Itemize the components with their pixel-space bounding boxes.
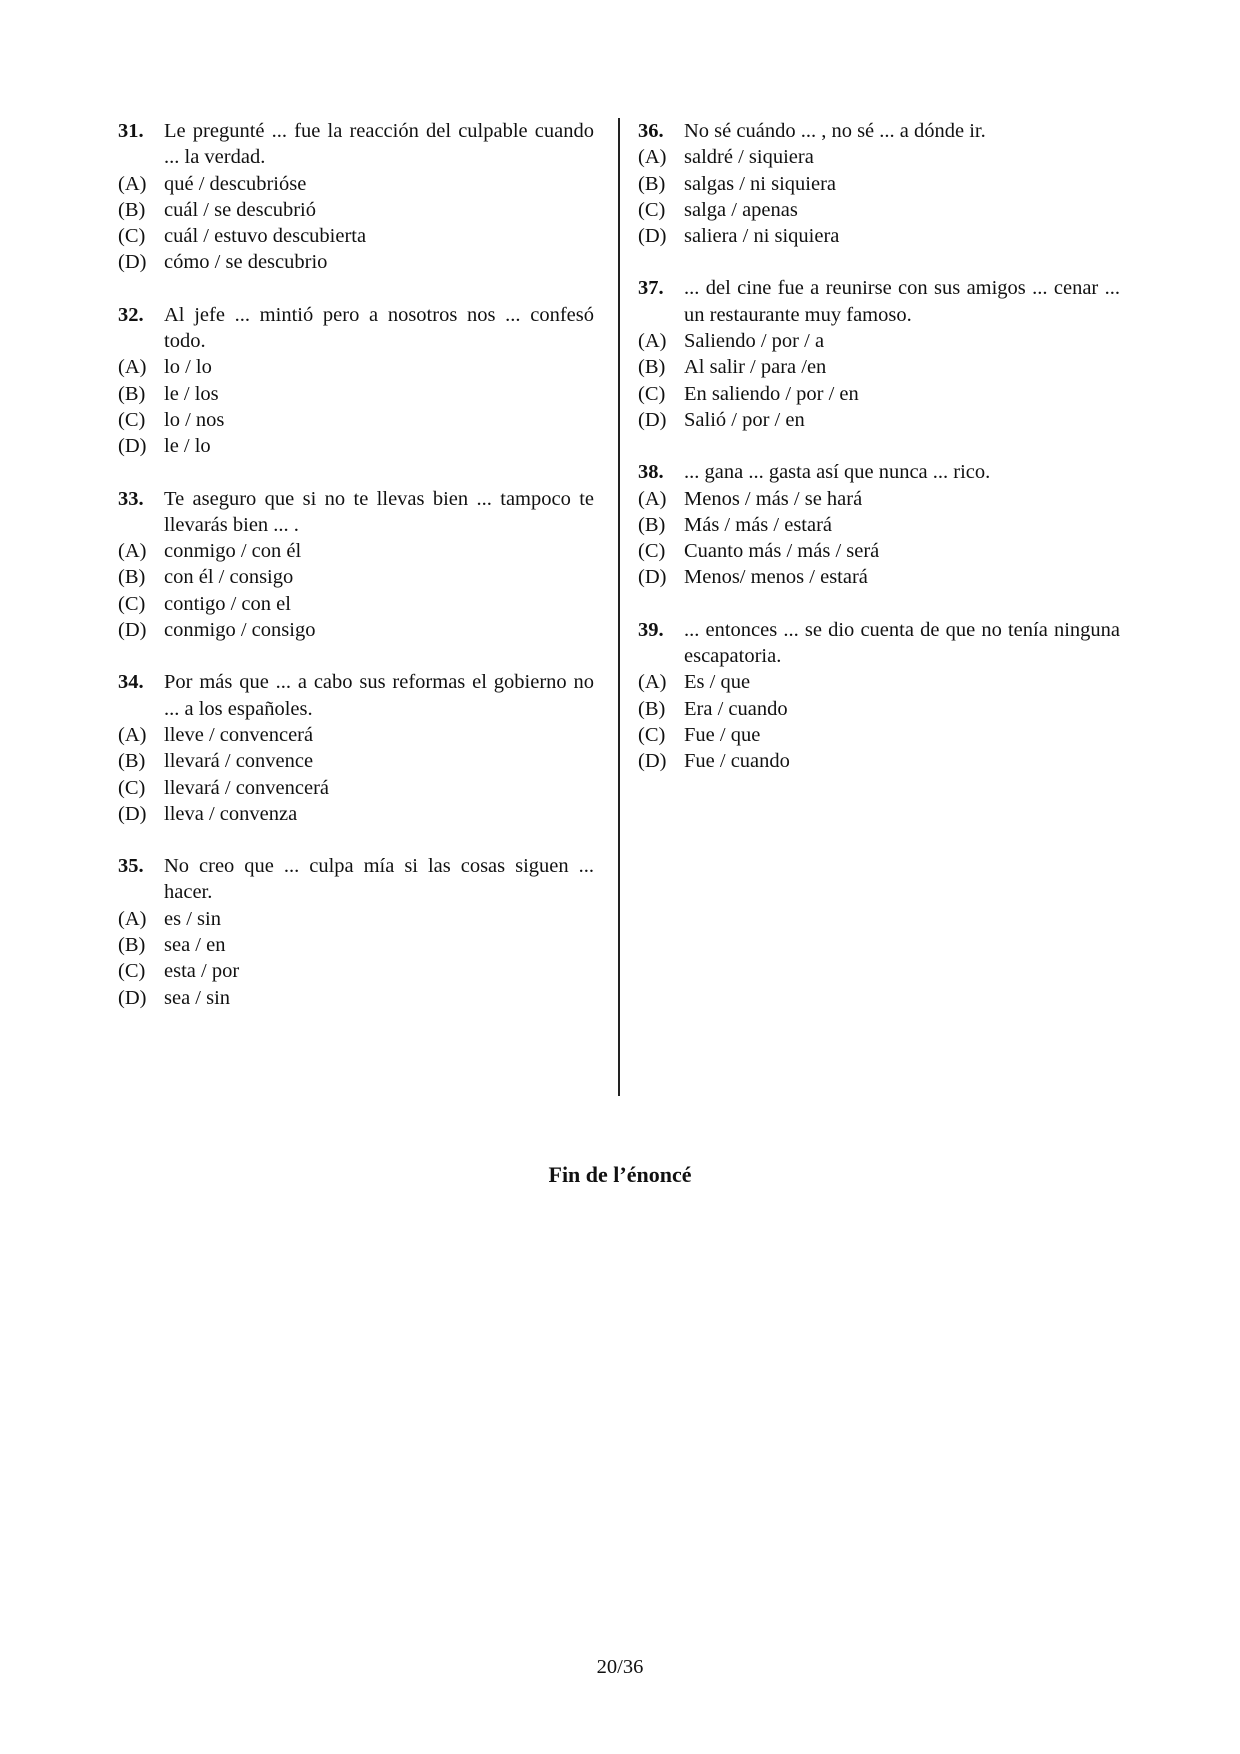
option-text: Al salir / para /en [684, 356, 827, 379]
option-letter: (C) [118, 225, 146, 248]
option-text: le / lo [164, 435, 211, 458]
answer-option [638, 381, 1120, 407]
option-letter: (A) [638, 487, 667, 510]
answer-option [118, 381, 594, 407]
option-letter: (B) [118, 934, 146, 957]
answer-option [118, 171, 594, 197]
option-text: saldré / siquiera [684, 146, 814, 169]
option-text: conmigo / consigo [164, 619, 316, 642]
option-text: lo / nos [164, 408, 225, 431]
option-letter: (D) [118, 619, 147, 642]
answer-option [638, 669, 1120, 695]
answer-option [638, 171, 1120, 197]
option-letter: (B) [118, 750, 146, 773]
answer-option [118, 985, 594, 1011]
option-text: esta / por [164, 960, 240, 983]
option-letter: (B) [118, 382, 146, 405]
option-letter: (C) [118, 592, 146, 615]
answer-option [118, 433, 594, 459]
option-text: Saliendo / por / a [684, 330, 825, 353]
answer-option [638, 538, 1120, 564]
answer-option [638, 144, 1120, 170]
question-number: 33. [118, 487, 144, 510]
question-number: 37. [638, 277, 664, 300]
option-letter: (D) [638, 750, 667, 773]
answer-option [118, 197, 594, 223]
answer-option [118, 748, 594, 774]
option-letter: (D) [118, 435, 147, 458]
option-letter: (A) [638, 671, 667, 694]
option-text: cuál / se descubrió [164, 198, 316, 221]
answer-option [638, 512, 1120, 538]
question [638, 459, 1120, 590]
option-text: lo / lo [164, 356, 212, 379]
question-stem [118, 302, 594, 355]
option-text: cuál / estuvo descubierta [164, 225, 367, 248]
option-text: qué / descubrióse [164, 172, 307, 195]
option-text: llevará / convencerá [164, 776, 330, 799]
option-text: sea / en [164, 934, 226, 957]
option-letter: (C) [638, 382, 666, 405]
option-text: lleva / convenza [164, 802, 298, 825]
option-letter: (C) [118, 960, 146, 983]
answer-option [118, 722, 594, 748]
option-text: es / sin [164, 907, 221, 930]
end-title: Fin de l’énoncé [548, 1162, 692, 1187]
option-text: Más / más / estará [684, 513, 833, 536]
option-letter: (D) [118, 251, 147, 274]
option-letter: (C) [118, 776, 146, 799]
option-text: Era / cuando [684, 697, 788, 720]
option-letter: (C) [638, 723, 666, 746]
option-letter: (A) [118, 723, 147, 746]
option-text: sea / sin [164, 986, 231, 1009]
question [638, 118, 1120, 249]
answer-option [118, 932, 594, 958]
question-text: Por más que ... a cabo sus reformas el gobierno no ... a los españoles. [164, 671, 594, 720]
option-letter: (D) [638, 225, 667, 248]
question-text: ... entonces ... se dio cuenta de que no tenía ninguna escapatoria. [684, 618, 1120, 668]
answer-option [638, 328, 1120, 354]
question-stem [118, 486, 594, 539]
option-text: llevará / convence [164, 750, 314, 773]
question-stem [638, 275, 1120, 328]
question-number: 38. [638, 461, 664, 484]
question-number: 31. [118, 120, 144, 142]
question-stem [638, 459, 1120, 485]
left-column [118, 118, 594, 1037]
option-letter: (A) [118, 907, 147, 930]
option-letter: (B) [118, 198, 146, 221]
answer-option [118, 538, 594, 564]
option-letter: (A) [638, 330, 667, 353]
option-letter: (A) [638, 146, 667, 169]
answer-option [638, 486, 1120, 512]
option-text: Menos / más / se hará [684, 487, 863, 510]
answer-option [638, 407, 1120, 433]
answer-option [118, 354, 594, 380]
question [118, 302, 594, 460]
question-text: No sé cuándo ... , no sé ... a dónde ir. [684, 120, 986, 142]
option-letter: (D) [638, 408, 667, 431]
option-text: con él / consigo [164, 566, 294, 589]
option-text: le / los [164, 382, 219, 405]
question [118, 669, 594, 827]
option-text: Menos/ menos / estará [684, 566, 868, 589]
answer-option [118, 564, 594, 590]
option-letter: (B) [638, 513, 666, 536]
question-stem [118, 853, 594, 906]
option-text: Es / que [684, 671, 751, 694]
option-text: salgas / ni siquiera [684, 172, 837, 195]
answer-option [638, 564, 1120, 590]
answer-option [638, 748, 1120, 774]
question-stem [638, 617, 1120, 670]
question-number: 36. [638, 120, 664, 142]
option-text: lleve / convencerá [164, 723, 314, 746]
answer-option [118, 958, 594, 984]
question [638, 275, 1120, 433]
option-letter: (C) [638, 198, 666, 221]
answer-option [118, 775, 594, 801]
option-text: saliera / ni siquiera [684, 225, 840, 248]
option-text: Fue / cuando [684, 750, 790, 773]
question-text: Le pregunté ... fue la reacción del culpable cuando ... la verdad. [164, 120, 594, 169]
option-letter: (A) [118, 172, 147, 195]
option-letter: (D) [118, 802, 147, 825]
option-letter: (D) [118, 986, 147, 1009]
option-text: Fue / que [684, 723, 761, 746]
answer-option [638, 696, 1120, 722]
option-letter: (B) [638, 356, 666, 379]
answer-option [118, 906, 594, 932]
question [118, 486, 594, 644]
column-divider [618, 118, 620, 1096]
question [118, 118, 594, 276]
question [118, 853, 594, 1011]
option-letter: (C) [118, 408, 146, 431]
answer-option [638, 354, 1120, 380]
right-column [638, 118, 1120, 801]
option-text: contigo / con el [164, 592, 291, 615]
question-text: ... gana ... gasta así que nunca ... rico. [684, 461, 991, 484]
answer-option [118, 407, 594, 433]
option-letter: (B) [118, 566, 146, 589]
question-number: 32. [118, 303, 144, 326]
answer-option [118, 223, 594, 249]
answer-option [638, 722, 1120, 748]
answer-option [118, 801, 594, 827]
option-text: Cuanto más / más / será [684, 540, 880, 563]
option-text: conmigo / con él [164, 540, 302, 563]
page-number: 20/36 [596, 1656, 644, 1678]
option-text: En saliendo / por / en [684, 382, 859, 405]
option-letter: (D) [638, 566, 667, 589]
option-text: Salió / por / en [684, 408, 805, 431]
question-number: 34. [118, 671, 144, 694]
answer-option [118, 591, 594, 617]
option-letter: (A) [118, 356, 147, 379]
answer-option [638, 197, 1120, 223]
question-stem [118, 118, 594, 171]
question-text: Te aseguro que si no te llevas bien ... tampoco te llevarás bien ... . [164, 487, 594, 536]
question-number: 35. [118, 855, 144, 878]
option-letter: (C) [638, 540, 666, 563]
question-text: No creo que ... culpa mía si las cosas siguen ... hacer. [164, 855, 594, 904]
option-letter: (B) [638, 697, 666, 720]
answer-option [118, 249, 594, 275]
option-letter: (A) [118, 540, 147, 563]
option-text: salga / apenas [684, 198, 798, 221]
question-number: 39. [638, 618, 664, 641]
answer-option [118, 617, 594, 643]
question-stem [638, 118, 1120, 144]
option-letter: (B) [638, 172, 666, 195]
question-text: ... del cine fue a reunirse con sus amigos ... cenar ... un restaurante muy famoso. [684, 277, 1120, 326]
option-text: cómo / se descubrio [164, 251, 328, 274]
question [638, 617, 1120, 775]
question-text: Al jefe ... mintió pero a nosotros nos ... confesó todo. [164, 303, 594, 353]
question-stem [118, 669, 594, 722]
answer-option [638, 223, 1120, 249]
